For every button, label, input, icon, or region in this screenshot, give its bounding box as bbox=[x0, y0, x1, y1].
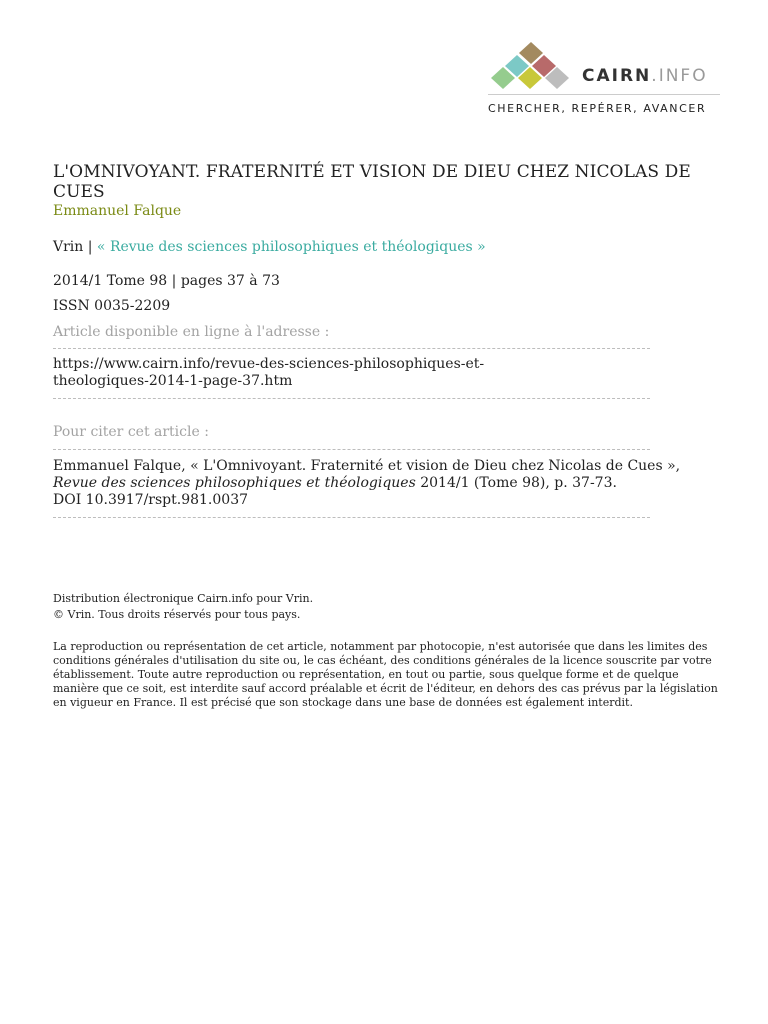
citation-journal: Revue des sciences philosophiques et théologiques bbox=[53, 475, 416, 491]
doi[interactable]: DOI 10.3917/rspt.981.0037 bbox=[53, 492, 249, 508]
publisher-name: Vrin | bbox=[53, 239, 97, 255]
url-line-2: theologiques-2014-1-page-37.htm bbox=[53, 373, 293, 389]
article-url[interactable] bbox=[53, 356, 723, 390]
citation-text: Emmanuel Falque, « L'Omnivoyant. Fraternité et vision de Dieu chez Nicolas de Cues », bbox=[53, 458, 681, 474]
article-info bbox=[53, 162, 723, 518]
cairn-diamond-icon bbox=[488, 40, 578, 92]
citation-pages: 2014/1 (Tome 98), p. 37-73. bbox=[415, 475, 617, 491]
issue-info: 2014/1 Tome 98 | pages 37 à 73 bbox=[53, 273, 280, 289]
logo-wordmark bbox=[582, 66, 708, 86]
url-line-1: https://www.cairn.info/revue-des-sciences-philosophiques-et- bbox=[53, 356, 485, 372]
divider bbox=[53, 449, 650, 450]
cairn-logo bbox=[488, 40, 720, 120]
cite-label: Pour citer cet article : bbox=[53, 424, 209, 440]
divider bbox=[53, 398, 650, 399]
logo-tagline: CHERCHER, REPÉRER, AVANCER bbox=[488, 102, 707, 115]
issn: ISSN 0035-2209 bbox=[53, 298, 171, 314]
article-author[interactable]: Emmanuel Falque bbox=[53, 203, 182, 219]
rights-note: © Vrin. Tous droits réservés pour tous pays. bbox=[53, 608, 301, 621]
logo-brand: CAIRN bbox=[582, 66, 652, 86]
logo-rule bbox=[488, 94, 720, 95]
divider bbox=[53, 348, 650, 349]
divider bbox=[53, 517, 650, 518]
distribution-note: Distribution électronique Cairn.info pour Vrin. bbox=[53, 592, 314, 605]
citation bbox=[53, 458, 723, 509]
publisher-line bbox=[53, 238, 723, 256]
logo-info: INFO bbox=[658, 66, 708, 86]
article-title: L'OMNIVOYANT. FRATERNITÉ ET VISION DE DIEU CHEZ NICOLAS DE CUES bbox=[53, 162, 691, 202]
logo-dot: . bbox=[651, 66, 659, 86]
legal-notice: La reproduction ou représentation de cet article, notamment par photocopie, n'est autorisée que dans les limites des conditions générales d'utilisation du site ou, le cas échéant, des conditions générales de la licence souscrite par votre établissement. Toute autre reproduction ou représentation, en tout ou partie, sous quelque forme et de quelque manière que ce soit, est interdite sauf accord préalable et écrit de l'éditeur, en dehors des cas prévus par la législation en vigueur en France. Il est précisé que son stockage dans une base de données est également interdit. bbox=[53, 640, 718, 709]
journal-link[interactable]: « Revue des sciences philosophiques et théologiques » bbox=[96, 239, 486, 255]
available-label: Article disponible en ligne à l'adresse : bbox=[53, 324, 330, 340]
